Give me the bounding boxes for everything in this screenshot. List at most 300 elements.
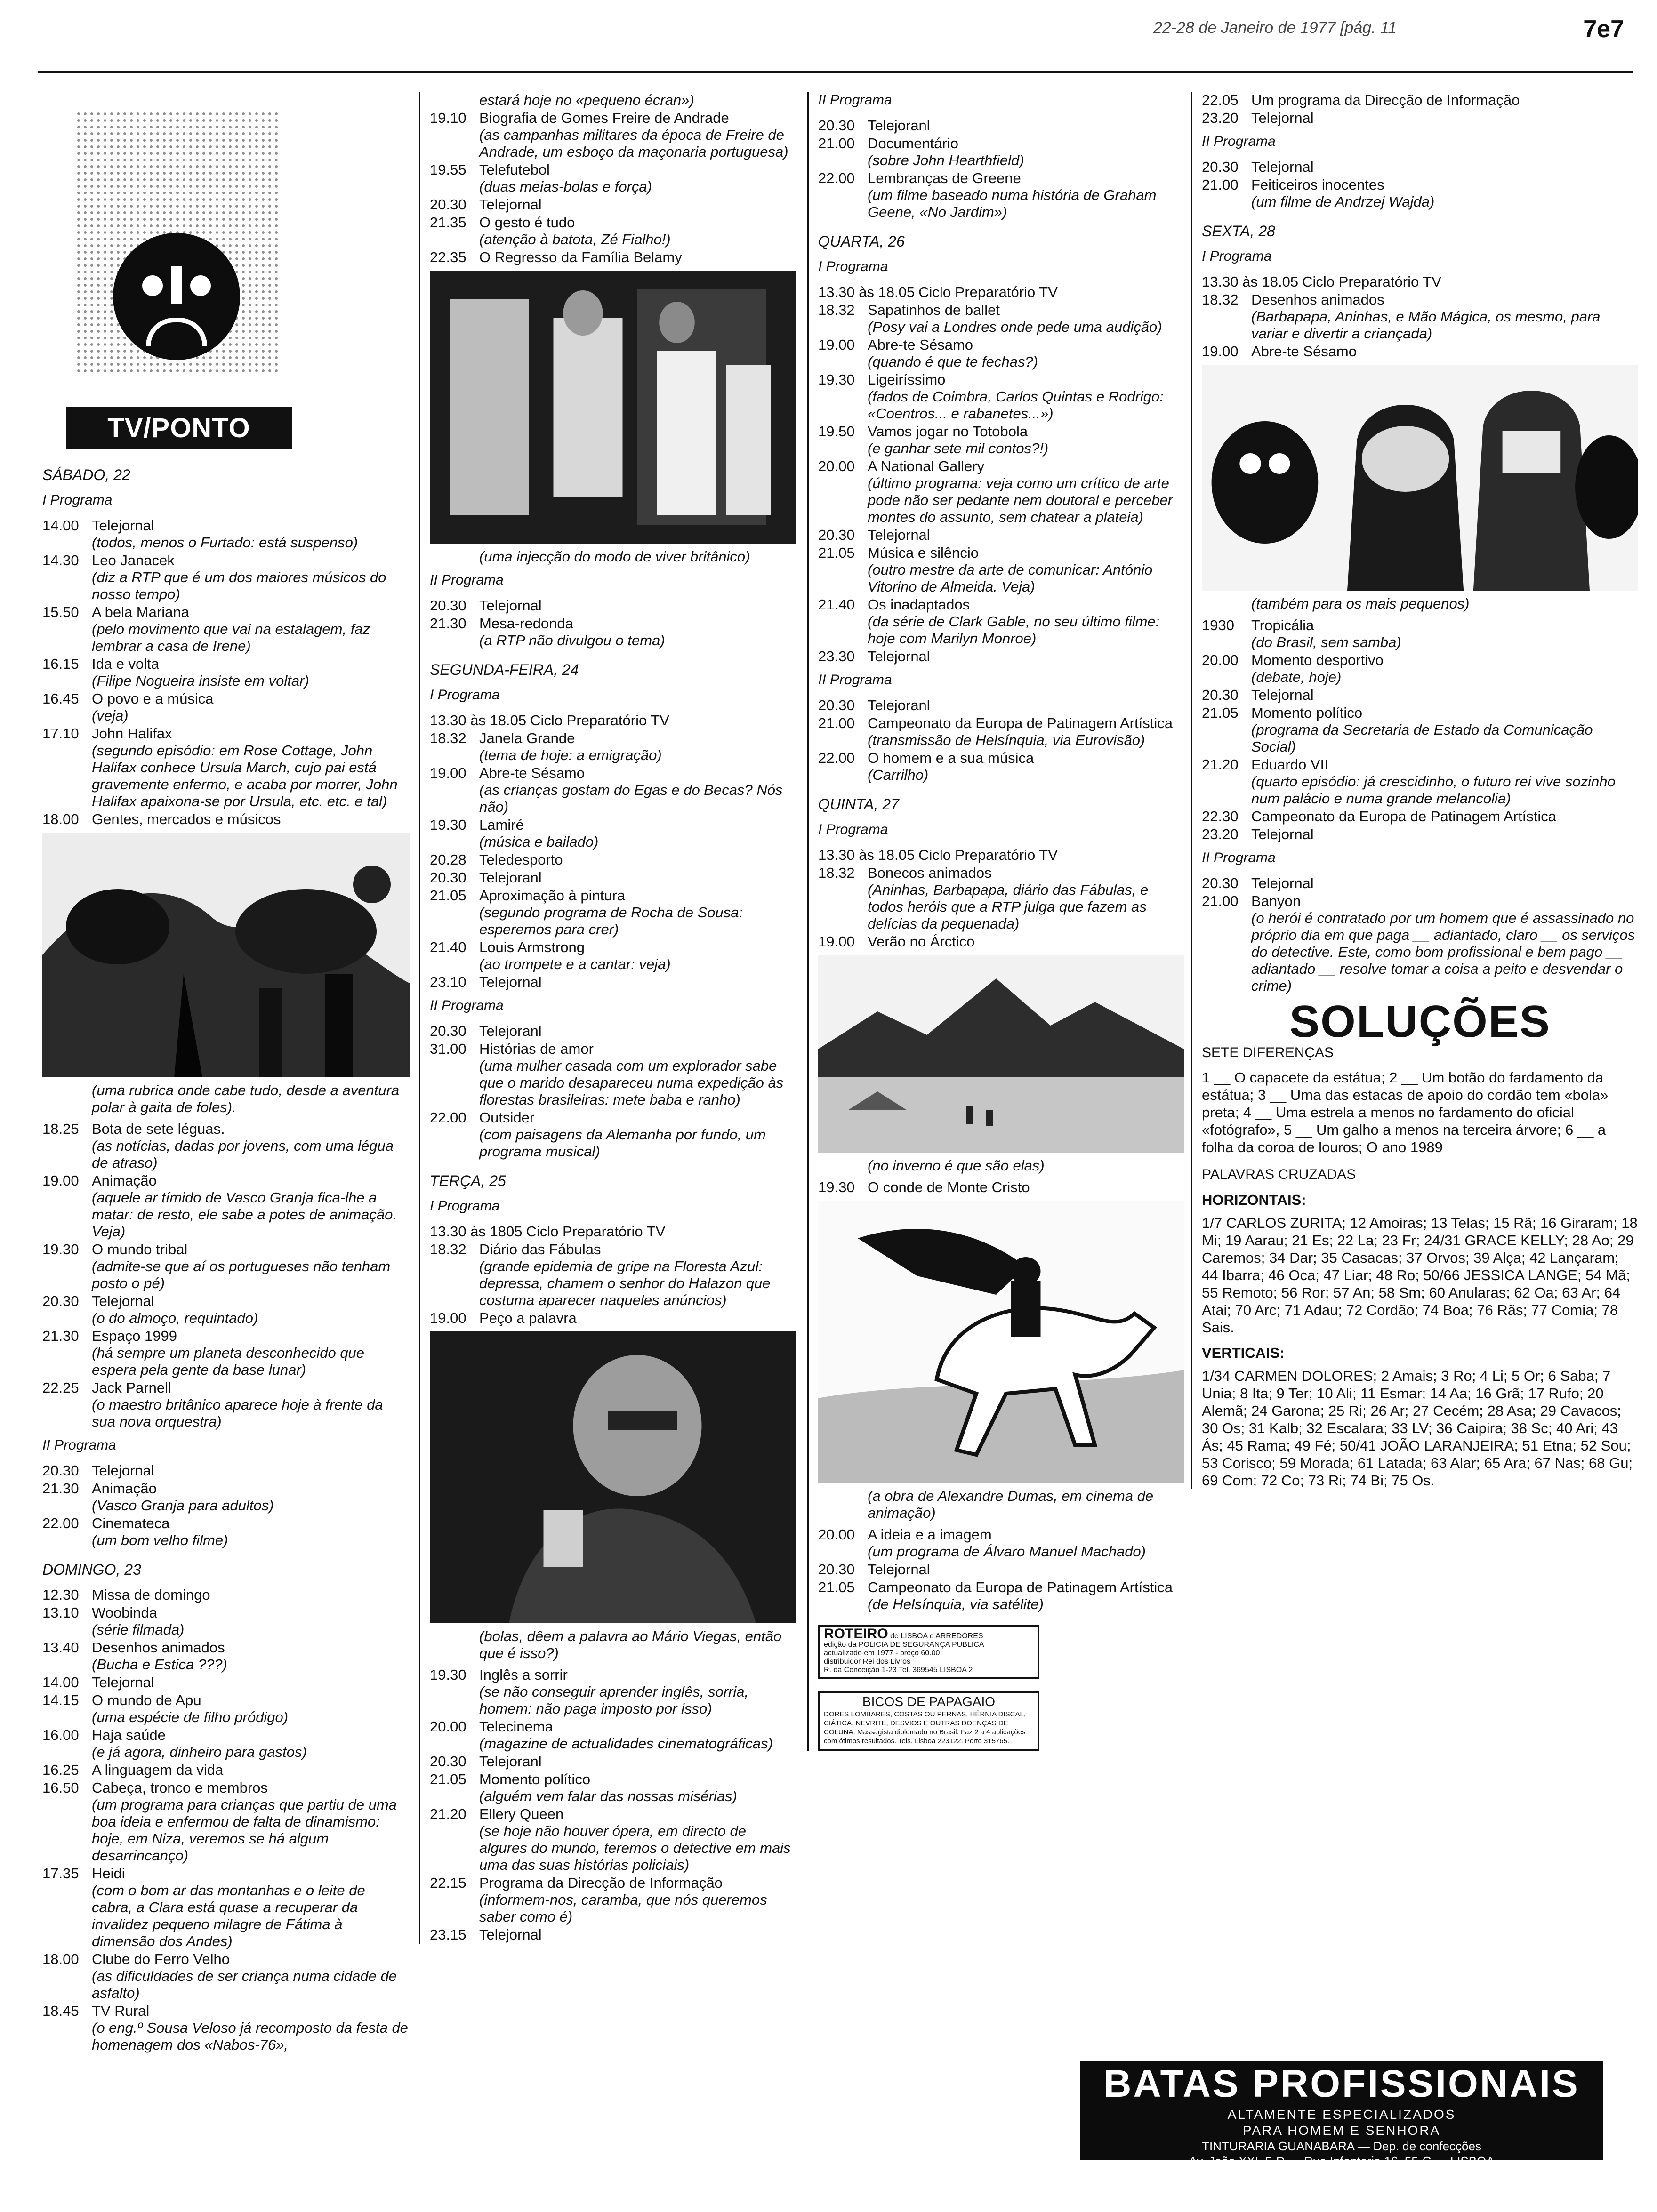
entry-body: [92, 1779, 410, 1864]
entry-time: 19.30: [818, 371, 855, 388]
entry-note: (admite-se que aí os portugueses não tenham posto o pé): [92, 1258, 391, 1291]
entry-body: [868, 371, 1184, 422]
schedule-entry: [42, 1515, 410, 1549]
schedule-entry: [42, 1480, 410, 1514]
schedule-entry: [42, 552, 410, 603]
schedule-entry: [42, 1379, 410, 1430]
entry-time: 19.30: [430, 817, 467, 833]
entry-body: [479, 974, 796, 991]
entry-body: [1251, 343, 1638, 360]
entry-title: O povo e a música: [92, 690, 214, 707]
entry-time: 22.00: [42, 1515, 79, 1531]
photo-monte-cristo-animation: [818, 1201, 1184, 1483]
seven-differences-text: 1 __ O capacete da estátua; 2 __ Um botão do fardamento da estátua; 3 __ Uma das estacas de apoio do cordão tem «bola» preta; 4 __ Uma estrela a menos no fardamento do oficial «fotógrafo», 5 __ Um galho a menos na terceira árvore; 6 __ a folha da coroa de louros; O ano 1989: [1202, 1069, 1609, 1155]
schedule-entry: [818, 697, 1184, 714]
entry-body: [868, 458, 1184, 526]
entry-body: [479, 615, 796, 649]
schedule-entry: [1202, 110, 1638, 127]
entry-time: 21.35: [430, 214, 467, 231]
schedule-entry: [42, 1779, 410, 1864]
entry-body: [92, 1604, 410, 1638]
entry-body: [1251, 875, 1638, 892]
entry-time: 13.10: [42, 1604, 79, 1621]
entry-title: Telecinema: [479, 1718, 553, 1735]
schedule-list: [42, 1462, 410, 1549]
entry-time: 18.45: [42, 2003, 79, 2019]
schedule-list: [818, 1179, 1184, 1196]
entry-body: [92, 811, 410, 828]
entry-body: [479, 869, 796, 886]
schedule-entry: [1202, 291, 1638, 342]
entry-title: Telejornal: [92, 1293, 154, 1309]
entry-body: [479, 1310, 796, 1327]
entry-title: A linguagem da vida: [92, 1762, 224, 1778]
entry-title: Louis Armstrong: [479, 939, 585, 955]
entry-body: [1251, 110, 1638, 127]
schedule-entry: [1202, 687, 1638, 704]
entry-body: [526, 1223, 796, 1240]
face-eye-left: [142, 275, 163, 296]
channel-heading: II Programa: [430, 572, 504, 588]
ad-line: ALTAMENTE ESPECIALIZADOS: [1227, 2107, 1456, 2122]
entry-time: 13.30 às 18.05: [430, 712, 527, 729]
entry-time: 22.05: [1202, 92, 1239, 108]
entry-title: Peço a palavra: [479, 1310, 577, 1326]
face-eye-right: [190, 275, 211, 296]
entry-time: 21.00: [1202, 893, 1239, 909]
entry-title: Jack Parnell: [92, 1379, 171, 1396]
entry-time: 21.00: [1202, 176, 1239, 193]
roteiro-line: actualizado em 1977 - preço 60.00: [824, 1649, 940, 1657]
entry-body: [1251, 893, 1638, 994]
entry-note: (pelo movimento que vai na estalagem, faz lembrar a casa de Irene): [92, 621, 370, 654]
entry-time: 23.30: [818, 648, 855, 665]
schedule-list: [818, 847, 1184, 950]
entry-time: 21.20: [1202, 756, 1239, 773]
entry-body: [479, 597, 796, 614]
entry-note: (último programa: veja como um crítico de arte pode não ser pedante nem doutoral e perceber montes do assunto, sem chatear a plateia): [868, 475, 1173, 525]
entry-title: Biografia de Gomes Freire de Andrade: [479, 110, 729, 126]
entry-note: (a RTP não divulgou o tema): [479, 632, 665, 649]
entry-body: [479, 939, 796, 973]
entry-note: (com paisagens da Alemanha por fundo, um programa musical): [479, 1126, 766, 1160]
schedule-entry: [430, 817, 796, 850]
schedule-list: [42, 517, 410, 828]
entry-time: 19.00: [430, 1310, 467, 1326]
entry-time: 18.32: [430, 1241, 467, 1258]
photo-caption: (também para os mais pequenos): [1251, 595, 1470, 612]
schedule-entry: [818, 302, 1184, 336]
entry-time: 21.30: [42, 1480, 79, 1497]
entry-time: 14.15: [42, 1692, 79, 1708]
entry-note: (grande epidemia de gripe na Floresta Azul: depressa, chamem o senhor do Halazon que costuma aparecer naqueles anúncios): [479, 1258, 771, 1308]
schedule-entry: [430, 196, 796, 213]
entry-time: 23.20: [1202, 110, 1239, 126]
entry-note: (e ganhar sete mil contos?!): [868, 440, 1049, 457]
schedule-list: [818, 697, 1184, 784]
entry-time: 18.32: [1202, 291, 1239, 308]
schedule-entry: [818, 847, 1184, 864]
entry-time: 21.00: [818, 135, 855, 152]
photo-caption: (uma rubrica onde cabe tudo, desde a aventura polar à gaita de foles).: [92, 1082, 400, 1115]
schedule-entry: [1202, 756, 1638, 807]
entry-body: [868, 750, 1184, 784]
entry-title: Desenhos animados: [92, 1639, 225, 1656]
entry-body: [92, 725, 410, 810]
entry-body: [868, 865, 1184, 932]
entry-time: 19.30: [42, 1241, 79, 1258]
entry-title: A ideia e a imagem: [868, 1526, 992, 1543]
entry-note: (diz a RTP que é um dos maiores músicos do nosso tempo): [92, 569, 386, 602]
entry-title: Ciclo Preparatório TV: [918, 847, 1058, 863]
day-heading-sunday: DOMINGO, 23: [42, 1561, 141, 1578]
entry-note: (outro mestre da arte de comunicar: António Vitorino de Almeida. Veja): [868, 561, 1153, 595]
schedule-entry: [1202, 273, 1638, 290]
entry-body: [479, 92, 796, 109]
entry-title: Aproximação à pintura: [479, 887, 626, 904]
entry-time: 20.30: [818, 117, 855, 134]
entry-time: 20.30: [818, 527, 855, 543]
schedule-entry: [42, 1293, 410, 1327]
schedule-entry: [42, 1604, 410, 1638]
entry-body: [868, 1526, 1184, 1560]
roteiro-title: ROTEIRO: [824, 1626, 888, 1642]
entry-time: 18.32: [430, 730, 467, 746]
entry-title: Telejornal: [479, 597, 542, 614]
tv-ponto-logo: [56, 92, 311, 449]
channel-heading: II Programa: [1202, 134, 1276, 149]
schedule-entry: [42, 1587, 410, 1603]
schedule-entry: [42, 725, 410, 810]
schedule-entry: [430, 1806, 796, 1874]
entry-title: Telejornal: [868, 648, 930, 665]
entry-time: 20.30: [430, 869, 467, 886]
entry-body: [918, 284, 1184, 301]
entry-note: (Filipe Nogueira insiste em voltar): [92, 673, 309, 689]
entry-title: John Halifax: [92, 725, 172, 742]
schedule-entry: [42, 1241, 410, 1292]
schedule-entry: [430, 1667, 796, 1717]
schedule-entry: [818, 1179, 1184, 1196]
entry-body: [1251, 617, 1638, 651]
entry-note: (uma mulher casada com um explorador sabe que o marido desapareceu numa expedição às florestas brasileiras: mete baba e ranho): [479, 1058, 784, 1108]
entry-note: (programa da Secretaria de Estado da Comunicação Social): [1251, 721, 1593, 755]
entry-title: Momento desportivo: [1251, 652, 1384, 668]
entry-title: Diário das Fábulas: [479, 1241, 601, 1258]
entry-note: (com o bom ar das montanhas e o leite de cabra, a Clara está quase a recuperar da invalidez pequeno milagre de Fátima à dimensão dos Andes): [92, 1882, 365, 1949]
schedule-entry: [818, 596, 1184, 647]
entry-body: [1251, 808, 1638, 825]
entry-title: Lembranças de Greene: [868, 170, 1021, 186]
entry-body: [479, 1771, 796, 1805]
schedule-entry: [430, 974, 796, 991]
entry-title: Clube do Ferro Velho: [92, 1951, 230, 1967]
entry-note: (quarto episódio: já crescidinho, o futuro rei vive sozinho num palácio e numa grande melancolia): [1251, 773, 1616, 807]
entry-title: Sapatinhos de ballet: [868, 302, 1000, 318]
entry-body: [92, 1674, 410, 1691]
schedule-entry: [818, 170, 1184, 221]
entry-time: 20.30: [430, 597, 467, 614]
bicos-ad: [818, 1691, 1039, 1751]
schedule-entry: [1202, 808, 1638, 825]
entry-body: [868, 697, 1184, 714]
channel-heading: I Programa: [818, 822, 888, 837]
entry-time: 23.10: [430, 974, 467, 990]
column-3: [807, 92, 1184, 1751]
entry-title: Momento político: [1251, 705, 1363, 721]
channel-heading: II Programa: [1202, 850, 1276, 866]
schedule-entry: [818, 1526, 1184, 1560]
entry-body: [868, 135, 1184, 169]
entry-title: Campeonato da Europa de Patinagem Artística: [868, 715, 1173, 731]
schedule-entry: [42, 656, 410, 689]
entry-time: 15.50: [42, 604, 79, 620]
schedule-entry: [1202, 893, 1638, 994]
entry-title: Gentes, mercados e músicos: [92, 811, 281, 827]
day-heading-tuesday: TERÇA, 25: [430, 1172, 506, 1189]
entry-body: [1251, 687, 1638, 704]
schedule-entry: [430, 1223, 796, 1240]
photo-sesame-muppets-image: [1202, 365, 1638, 591]
entry-note: (Vasco Granja para adultos): [92, 1497, 274, 1514]
entry-body: [1302, 273, 1638, 290]
schedule-entry: [1202, 92, 1638, 109]
entry-time: 1930: [1202, 617, 1234, 633]
schedule-entry: [430, 730, 796, 764]
entry-title: Um programa da Direcção de Informação: [1251, 92, 1520, 108]
entry-body: [92, 1587, 410, 1603]
entry-title: Ciclo Preparatório TV: [530, 712, 669, 729]
entry-body: [92, 1951, 410, 2002]
entry-title: Campeonato da Europa de Patinagem Artística: [1251, 808, 1556, 825]
schedule-entry: [1202, 343, 1638, 360]
entry-body: [479, 249, 796, 266]
entry-title: Espaço 1999: [92, 1328, 177, 1344]
schedule-entry: [1202, 176, 1638, 210]
schedule-list: [1202, 875, 1638, 994]
schedule-list: [430, 597, 796, 649]
verticals-heading: VERTICAIS:: [1202, 1345, 1285, 1361]
entry-body: [918, 847, 1184, 864]
entry-body: [479, 1926, 796, 1943]
entry-title: O Regresso da Família Belamy: [479, 249, 682, 265]
entry-body: [479, 1023, 796, 1040]
entry-title: Ligeiríssimo: [868, 371, 946, 388]
entry-note: (segundo programa de Rocha de Sousa: esperemos para crer): [479, 904, 743, 938]
channel-heading: I Programa: [430, 1198, 500, 1214]
entry-time: 16.25: [42, 1762, 79, 1778]
entry-time: 20.30: [1202, 159, 1239, 175]
entry-body: [868, 596, 1184, 647]
entry-title: Vamos jogar no Totobola: [868, 423, 1028, 440]
entry-note: (se não conseguir aprender inglês, sorria, homem: não paga imposto por isso): [479, 1683, 749, 1717]
entry-time: 13.30 às 18.05: [818, 284, 915, 300]
entry-note: (informem-nos, caramba, que nós queremos saber como é): [479, 1891, 767, 1925]
entry-time: 21.05: [818, 1579, 855, 1595]
schedule-entry: [430, 1041, 796, 1108]
photo-arctic-landscape-image: [818, 955, 1184, 1153]
entry-body: [479, 765, 796, 816]
entry-title: Ellery Queen: [479, 1806, 564, 1822]
schedule-list: [818, 284, 1184, 665]
entry-time: 19.00: [430, 765, 467, 781]
entry-title: Outsider: [479, 1109, 535, 1126]
schedule-entry: [430, 1241, 796, 1309]
entry-body: [479, 1806, 796, 1874]
photo-mario-viegas-image: [430, 1331, 796, 1623]
photo-bagpipe-dance-image: [42, 833, 410, 1077]
ad-headline: BATAS PROFISSIONAIS: [1103, 2062, 1580, 2105]
schedule-entry: [42, 604, 410, 655]
entry-body: [92, 1172, 410, 1240]
page-mark: 7e7: [1583, 16, 1624, 43]
horizontals-heading: HORIZONTAIS:: [1202, 1192, 1306, 1208]
entry-note: estará hoje no «pequeno écran»): [479, 92, 694, 108]
crossword-heading: PALAVRAS CRUZADAS: [1202, 1167, 1356, 1182]
day-heading-friday: SEXTA, 28: [1202, 223, 1275, 240]
entry-body: [868, 933, 1184, 950]
entry-time: 19.30: [818, 1179, 855, 1195]
entry-body: [479, 196, 796, 213]
schedule-entry: [430, 1771, 796, 1805]
photo-arctic-landscape: [818, 955, 1184, 1153]
entry-time: 13.30 às 18.05: [1202, 273, 1299, 290]
column-2: [419, 92, 796, 1944]
entry-note: (as dificuldades de ser criança numa cidade de asfalto): [92, 1968, 397, 2001]
entry-note: (música e bailado): [479, 834, 599, 850]
entry-time: 16.50: [42, 1779, 79, 1796]
entry-body: [92, 1865, 410, 1950]
photo-caption: (bolas, dêem a palavra ao Mário Viegas, então que é isso?): [479, 1628, 782, 1661]
schedule-entry: [818, 865, 1184, 932]
entry-time: [430, 92, 479, 109]
entry-body: [479, 161, 796, 195]
entry-time: 23.15: [430, 1926, 467, 1943]
entry-title: Cinemateca: [92, 1515, 170, 1531]
entry-note: (alguém vem falar das nossas misérias): [479, 1788, 737, 1804]
entry-body: [92, 1480, 410, 1514]
entry-body: [479, 110, 796, 160]
entry-body: [479, 851, 796, 868]
day-heading-saturday: SÁBADO, 22: [42, 466, 130, 483]
schedule-entry: [42, 1727, 410, 1761]
dateline-text: 22-28 de Janeiro de 1977 [pág. 11: [1153, 19, 1397, 37]
schedule-entry: [1202, 652, 1638, 686]
entry-body: [92, 517, 410, 551]
header-rule: [38, 71, 1633, 73]
schedule-entry: [430, 869, 796, 886]
entry-body: [868, 545, 1184, 595]
schedule-entry: [42, 690, 410, 724]
entry-time: 20.30: [818, 1561, 855, 1578]
schedule-entry: [430, 214, 796, 248]
schedule-entry: [42, 1172, 410, 1240]
entry-time: 19.00: [818, 933, 855, 950]
entry-note: (todos, menos o Furtado: está suspenso): [92, 534, 358, 551]
entry-time: 21.05: [430, 887, 467, 904]
entry-time: 22.00: [818, 750, 855, 766]
schedule-entry: [430, 161, 796, 195]
entry-note: (e já agora, dinheiro para gastos): [92, 1744, 307, 1760]
entry-body: [868, 715, 1184, 749]
entry-title: Missa de domingo: [92, 1587, 210, 1603]
schedule-entry: [42, 1865, 410, 1950]
entry-time: 14.00: [42, 517, 79, 534]
entry-title: Campeonato da Europa de Patinagem Artística: [868, 1579, 1173, 1595]
batas-profissionais-ad: [1080, 2061, 1603, 2168]
entry-title: Feiticeiros inocentes: [1251, 176, 1384, 193]
bicos-title: BICOS DE PAPAGAIO: [862, 1694, 996, 1709]
entry-body: [868, 648, 1184, 665]
entry-time: 21.30: [430, 615, 467, 632]
entry-note: (ao trompete e a cantar: veja): [479, 956, 671, 972]
entry-body: [92, 1692, 410, 1726]
entry-time: 13.30 às 18.05: [818, 847, 915, 863]
entry-body: [92, 690, 410, 724]
bicos-text: DORES LOMBARES, COSTAS OU PERNAS, HÉRNIA DISCAL, CIÁTICA, NEVRITE, DESVIOS E OUTRAS DOENÇAS DE COLUNA. Massagista diplomado no Brasil. Faz 2 a 4 aplicações com ótimos resultados. Tels. Lisboa 223122. Porto 315765.: [824, 1710, 1026, 1745]
schedule-entry: [430, 887, 796, 938]
entry-body: [92, 1121, 410, 1171]
schedule-list: [1202, 159, 1638, 210]
entry-title: Ciclo Preparatório TV: [526, 1223, 666, 1240]
entry-title: Desenhos animados: [1251, 291, 1384, 308]
entry-note: (uma espécie de filho pródigo): [92, 1709, 289, 1725]
entry-time: 16.45: [42, 690, 79, 707]
entry-title: Verão no Árctico: [868, 933, 975, 950]
entry-body: [92, 1762, 410, 1779]
schedule-entry: [818, 371, 1184, 422]
schedule-entry: [818, 135, 1184, 169]
schedule-list: [430, 1223, 796, 1327]
entry-time: 19.55: [430, 161, 467, 178]
entry-time: 14.00: [42, 1674, 79, 1691]
schedule-entry: [430, 110, 796, 160]
schedule-entry: [818, 423, 1184, 457]
schedule-entry: [430, 765, 796, 816]
entry-time: 21.00: [818, 715, 855, 731]
entry-title: Abre-te Sésamo: [479, 765, 585, 781]
entry-body: [92, 1515, 410, 1549]
entry-time: 13.40: [42, 1639, 79, 1656]
ad-line: PARA HOMEM E SENHORA: [1242, 2123, 1441, 2138]
entry-title: Telejornal: [92, 1674, 154, 1691]
entry-body: [479, 1667, 796, 1717]
entry-time: 14.30: [42, 552, 79, 569]
entry-time: 19.00: [818, 337, 855, 353]
entry-note: (o do almoço, requintado): [92, 1310, 258, 1326]
entry-time: 20.30: [430, 1753, 467, 1770]
entry-title: Teledesporto: [479, 851, 563, 868]
entry-time: 20.30: [1202, 875, 1239, 891]
entry-title: Ciclo Preparatório TV: [1302, 273, 1441, 290]
entry-title: Telejornal: [868, 1561, 930, 1578]
entry-title: Animação: [92, 1480, 157, 1497]
entry-title: Programa da Direcção de Informação: [479, 1875, 723, 1891]
entry-body: [1251, 92, 1638, 109]
entry-title: Eduardo VII: [1251, 756, 1328, 773]
entry-note: (magazine de actualidades cinematográficas): [479, 1735, 773, 1752]
schedule-entry: [42, 1762, 410, 1779]
entry-title: O gesto é tudo: [479, 214, 575, 231]
day-heading-wednesday: QUARTA, 26: [818, 233, 905, 250]
entry-note: (o maestro britânico aparece hoje à frente da sua nova orquestra): [92, 1396, 383, 1430]
entry-note: (série filmada): [92, 1621, 185, 1638]
entry-title: Mesa-redonda: [479, 615, 573, 632]
channel-heading: I Programa: [1202, 248, 1272, 264]
entry-note: (um programa para crianças que partiu de uma boa ideia e enfermou de falta de dinamismo: hoje, em Niza, veremos se há algum desarrincanço): [92, 1796, 397, 1864]
entry-note: (o herói é contratado por um homem que é assassinado no próprio dia em que paga __ adiantado, claro __ os serviços do detective. Este, como bom profissional e bem pago __ adiantado __ resolve tomar a coisa a peito e desvendar o crime): [1251, 910, 1635, 994]
entry-note: (Aninhas, Barbapapa, diário das Fábulas, e todos heróis que a RTP julga que fazem as delícias da pequenada): [868, 882, 1149, 932]
